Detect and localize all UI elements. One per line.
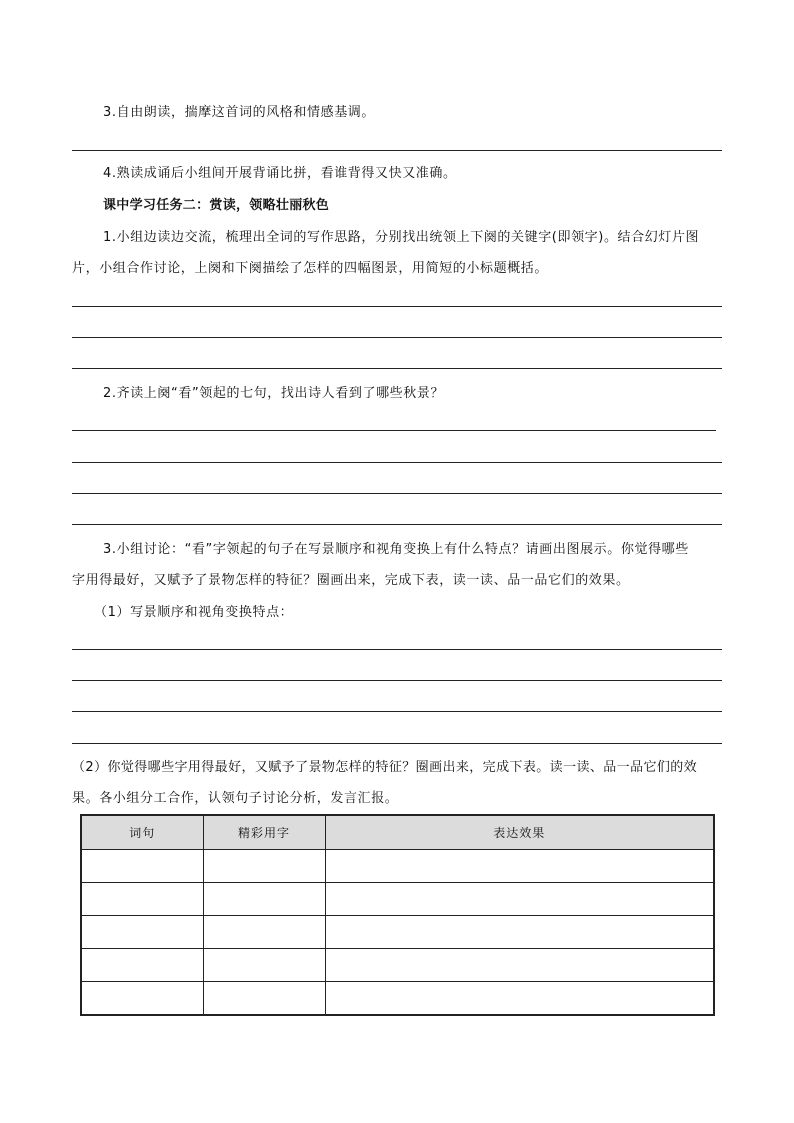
question-3-line-2: 字用得最好，又赋予了景物怎样的特征？圈画出来，完成下表，读一读、品一品它们的效果。 bbox=[72, 573, 630, 588]
effect-cell[interactable] bbox=[325, 982, 714, 1016]
question-1-line-2: 片，小组合作讨论，上阕和下阕描绘了怎样的四幅图景，用简短的小标题概括。 bbox=[72, 261, 549, 276]
table-row bbox=[81, 949, 714, 982]
question-3-line-1: 3.小组讨论：“看”字领起的句子在写景顺序和视角变换上有什么特点？请画出图展示。你觉得哪些 bbox=[103, 542, 689, 557]
answer-line bbox=[72, 649, 722, 650]
column-header-effect: 表达效果 bbox=[325, 815, 714, 850]
key-word-cell[interactable] bbox=[203, 982, 325, 1016]
effect-cell[interactable] bbox=[325, 916, 714, 949]
phrase-cell[interactable] bbox=[81, 850, 203, 883]
phrase-cell[interactable] bbox=[81, 982, 203, 1016]
table-row bbox=[81, 916, 714, 949]
effect-cell[interactable] bbox=[325, 883, 714, 916]
item-4-text: 4.熟读成诵后小组间开展背诵比拼，看谁背得又快又准确。 bbox=[103, 166, 457, 181]
answer-line bbox=[72, 337, 722, 338]
answer-line bbox=[72, 368, 722, 369]
table-row bbox=[81, 883, 714, 916]
answer-line bbox=[72, 680, 722, 681]
question-3-sub-2-line-1: （2）你觉得哪些字用得最好，又赋予了景物怎样的特征？圈画出来，完成下表。读一读、品一品它们的效 bbox=[72, 760, 698, 775]
phrase-cell[interactable] bbox=[81, 883, 203, 916]
column-header-key-word: 精彩用字 bbox=[203, 815, 325, 850]
item-3-text: 3.自由朗读，揣摩这首词的风格和情感基调。 bbox=[103, 105, 376, 120]
table-header-row bbox=[81, 815, 714, 850]
task-2-heading: 课中学习任务二：赏读，领略壮丽秋色 bbox=[103, 198, 330, 213]
answer-line bbox=[72, 430, 716, 431]
answer-line bbox=[72, 524, 722, 525]
effect-cell[interactable] bbox=[325, 850, 714, 883]
phrase-cell[interactable] bbox=[81, 949, 203, 982]
answer-line bbox=[72, 150, 722, 151]
column-header-phrase: 词句 bbox=[81, 815, 203, 850]
key-word-cell[interactable] bbox=[203, 883, 325, 916]
answer-line bbox=[72, 493, 722, 494]
key-word-cell[interactable] bbox=[203, 916, 325, 949]
table-row bbox=[81, 850, 714, 883]
key-word-cell[interactable] bbox=[203, 850, 325, 883]
answer-line bbox=[72, 711, 722, 712]
phrase-cell[interactable] bbox=[81, 916, 203, 949]
table-row bbox=[81, 982, 714, 1016]
question-1-line-1: 1.小组边读边交流，梳理出全词的写作思路，分别找出统领上下阕的关键字(即领字)。结合幻灯片图 bbox=[103, 230, 700, 245]
question-2-text: 2.齐读上阕“看”领起的七句，找出诗人看到了哪些秋景？ bbox=[103, 386, 445, 401]
question-3-sub-1: （1）写景顺序和视角变换特点： bbox=[94, 605, 294, 620]
answer-line bbox=[72, 462, 722, 463]
key-word-cell[interactable] bbox=[203, 949, 325, 982]
word-effect-table bbox=[80, 814, 715, 1016]
answer-line bbox=[72, 743, 722, 744]
effect-cell[interactable] bbox=[325, 949, 714, 982]
answer-line bbox=[72, 306, 722, 307]
question-3-sub-2-line-2: 果。各小组分工合作，认领句子讨论分析，发言汇报。 bbox=[72, 791, 399, 806]
